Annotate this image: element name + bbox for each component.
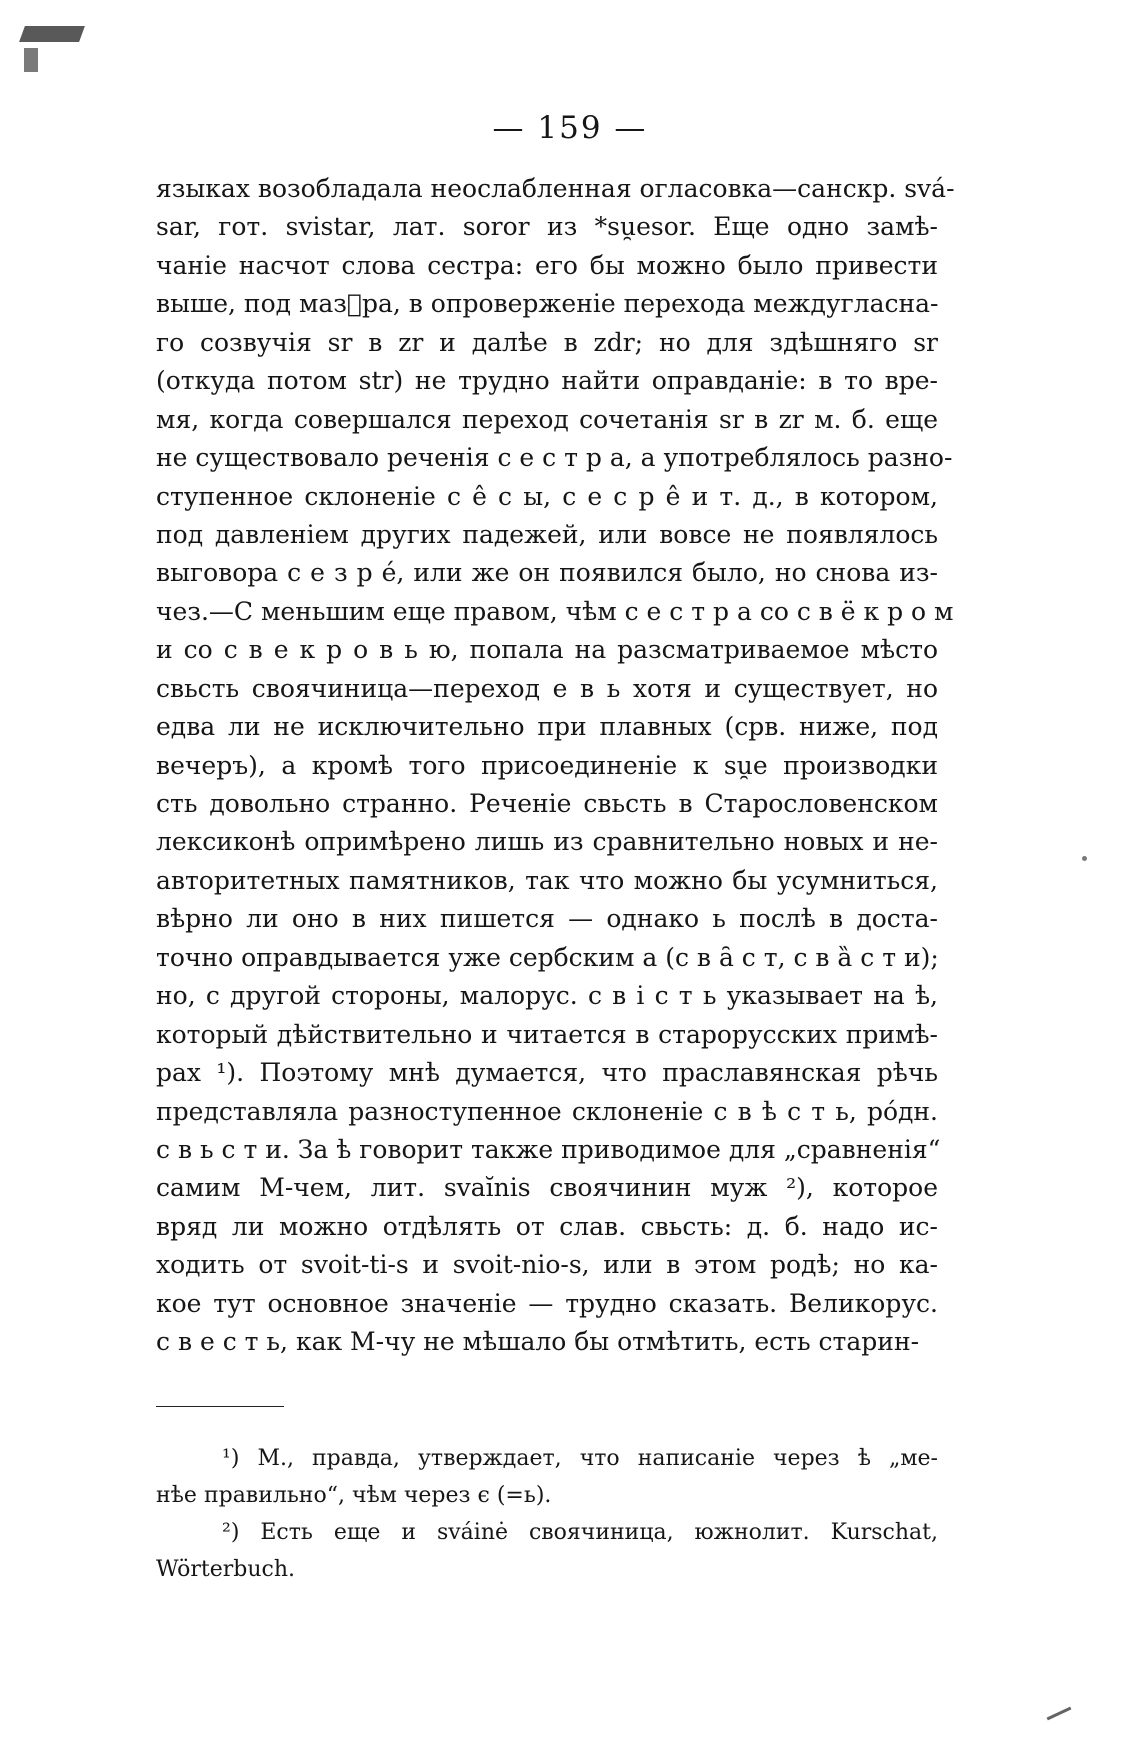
text-line: вряд ли можно отдѣлять от слав. свьсть: д. б. надо ис- (156, 1211, 938, 1241)
text-line: представляла разноступенное склоненіе с в ѣ с т ь, рóдн. (156, 1096, 938, 1126)
text-line: мя, когда совершался переход сочетанія sr в zr м. б. еще (156, 404, 938, 434)
text-line: но, с другой стороны, малорус. с в і с т ь указывает на ѣ, (156, 981, 938, 1011)
text-line: лексиконѣ опримѣрено лишь из сравнительно новых и не- (156, 827, 938, 857)
footnote (156, 1514, 938, 1588)
text-line: ступенное склоненіе с е̂ с ы, с е с р е̂ и т. д., в котором, (156, 481, 938, 511)
text-line: с в ь с т и. За ѣ говорит также приводимое для „сравненія“ (156, 1134, 941, 1164)
text-line: вѣрно ли оно в них пишется — однако ь послѣ в доста- (156, 904, 938, 934)
footnote-line: нѣе правильно“, чѣм через є (=ь). (156, 1483, 552, 1508)
text-line: под давленіем других падежей, или вовсе не появлялось (156, 519, 938, 549)
footnote-line: Wörterbuch. (156, 1557, 295, 1582)
body-text (156, 170, 955, 1362)
scan-speck (19, 26, 85, 42)
footnote (156, 1440, 938, 1514)
text-line: с в е с т ь, как М-чу не мѣшало бы отмѣтить, есть старин- (156, 1327, 920, 1357)
text-line: едва ли не исключительно при плавных (срв. ниже, под (156, 712, 938, 742)
text-line: языках возобладала неослабленная огласовка—санскр. svá- (156, 174, 955, 203)
footnotes (156, 1440, 938, 1588)
text-line: точно оправдывается уже сербским а (с в а̑ с т, с в а̏ с т и); (156, 942, 939, 972)
text-line: чаніе насчот слова сестра: его бы можно было привести (156, 250, 938, 280)
text-line: вечеръ), а кромѣ того присоединеніе к su̯e производки (156, 750, 938, 780)
scan-speck (1047, 1707, 1072, 1721)
footnote-separator (156, 1406, 284, 1407)
text-line: sar, гот. svistar, лат. soror из *su̯esor. Еще одно замѣ- (156, 212, 938, 242)
text-line: самим М-чем, лит. svaĭnis своячинин муж ²), которое (156, 1173, 938, 1203)
text-line: ходить от svoit-ti-s и svoit-nio-s, или в этом родѣ; но ка- (156, 1250, 938, 1280)
text-line: кое тут основное значеніе — трудно сказать. Великорус. (156, 1288, 938, 1318)
text-line: чез.—С меньшим еще правом, чѣм с е с т р а со с в ё к р о м (156, 596, 954, 626)
text-line: авторитетных памятников, так что можно бы усумниться, (156, 865, 938, 895)
text-line: го созвучія sr в zr и далѣе в zdr; но для здѣшняго sr (156, 327, 938, 357)
text-line: который дѣйствительно и читается в старорусских примѣ- (156, 1019, 938, 1049)
text-line: (откуда потом str) не трудно найти оправданіе: в то вре- (156, 366, 938, 396)
text-line: свьсть своячиница—переход е в ь хотя и существует, но (156, 673, 938, 703)
text-line: выше, под мазⷣра, в опроверженіе перехода междугласна- (156, 289, 939, 319)
text-line: выговора с е з р е́, или же он появился было, но снова из- (156, 558, 938, 588)
text-line: не существовало реченія с е с т р а, а употреблялось разно- (156, 443, 953, 473)
scan-speck (24, 48, 38, 72)
footnote-line: ²) Есть еще и sváinė своячиница, южнолит. Kurschat, (222, 1520, 938, 1545)
text-line: рах ¹). Поэтому мнѣ думается, что праславянская рѣчь (156, 1058, 938, 1088)
scan-speck (1082, 856, 1087, 861)
footnote-line: ¹) М., правда, утверждает, что написаніе через ѣ „ме- (222, 1446, 938, 1471)
page-number: — 159 — (492, 110, 648, 146)
text-line: и со с в е к р о в ь ю, попала на разсматриваемое мѣсто (156, 635, 938, 665)
text-line: сть довольно странно. Реченіе свьсть в Старословенском (156, 789, 938, 818)
